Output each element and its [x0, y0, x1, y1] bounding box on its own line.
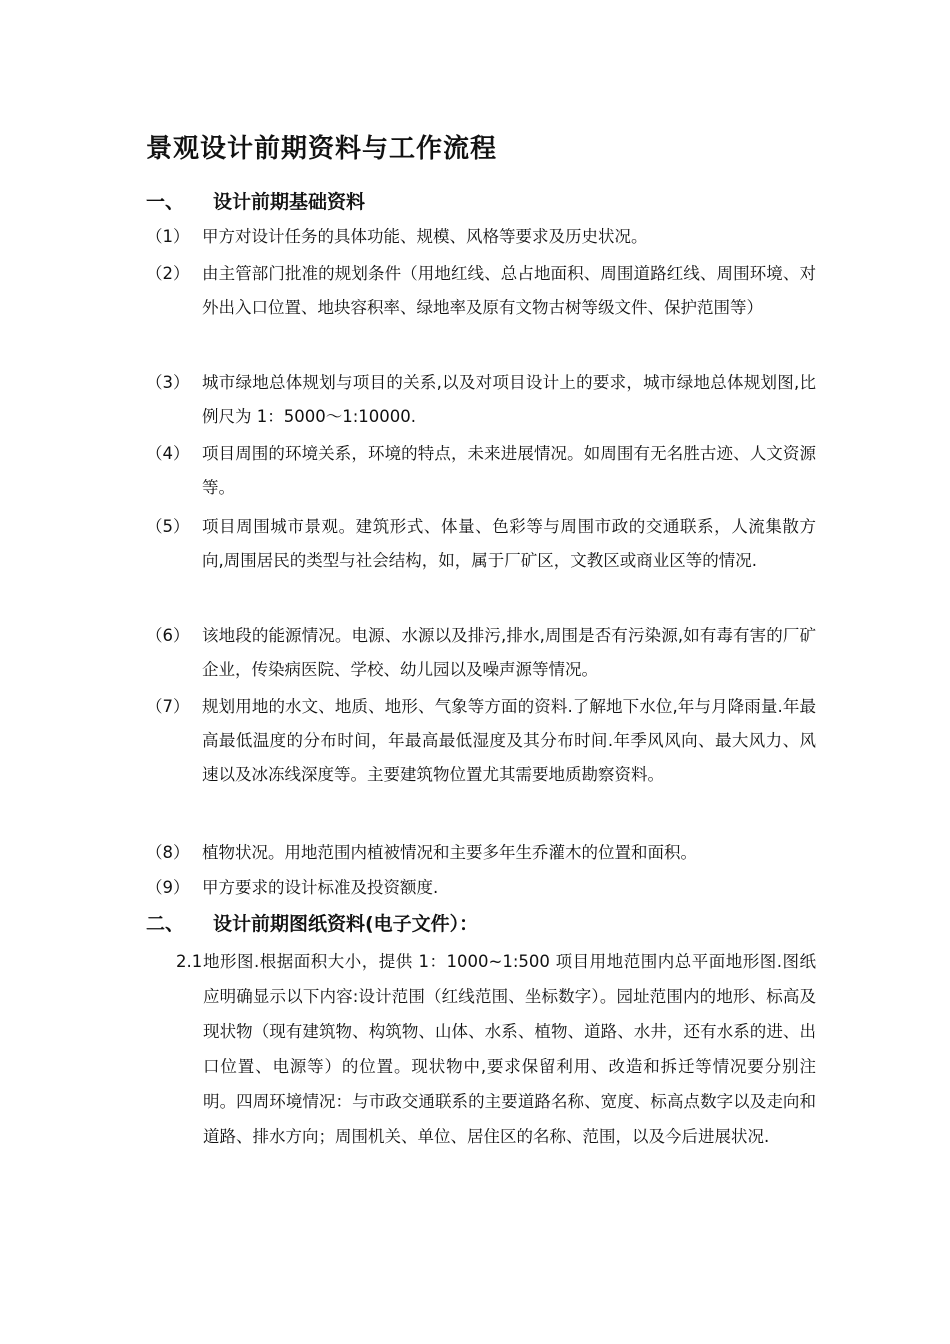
document-title: 景观设计前期资料与工作流程	[146, 134, 498, 164]
item-marker: （7）	[146, 697, 190, 716]
section-number: 一、	[146, 191, 185, 213]
list-item	[146, 220, 816, 254]
item-text: 地形图.根据面积大小，提供 1：1000~1:500 项目用地范围内总平面地形图.图纸应明确显示以下内容:设计范围（红线范围、坐标数字）。园址范围内的地形、标高及现状物（现有建筑物、构筑物、山体、水系、植物、道路、水井，还有水系的进、出口位置、电源等）的位置。现状物中,要求保留利用、改造和拆迁等情况要分别注明。四周环境情况：与市政交通联系的主要道路名称、宽度、标高点数字以及走向和道路、排水方向；周围机关、单位、居住区的名称、范围，以及今后进展状况.	[203, 952, 816, 1146]
section-heading-1	[146, 188, 365, 216]
list-item	[146, 836, 816, 870]
item-text: 甲方要求的设计标准及投资额度.	[202, 878, 439, 897]
item-text: 该地段的能源情况。电源、水源以及排污,排水,周围是否有污染源,如有毒有害的厂矿企业，传染病医院、学校、幼儿园以及噪声源等情况。	[202, 626, 816, 679]
item-marker: （1）	[146, 227, 190, 246]
item-marker: （4）	[146, 444, 190, 463]
item-marker: （5）	[146, 517, 190, 536]
list-item	[176, 944, 816, 1154]
item-marker: 2.1	[176, 952, 203, 971]
item-marker: （9）	[146, 878, 190, 897]
list-item	[146, 871, 816, 905]
section-heading-2	[146, 910, 478, 938]
section-number: 二、	[146, 913, 185, 935]
item-text: 甲方对设计任务的具体功能、规模、风格等要求及历史状况。	[202, 227, 648, 246]
list-item	[146, 437, 816, 505]
section-title: 设计前期图纸资料(电子文件）：	[213, 913, 479, 935]
item-text: 项目周围城市景观。建筑形式、体量、色彩等与周围市政的交通联系，人流集散方向,周围居民的类型与社会结构，如，属于厂矿区，文教区或商业区等的情况.	[202, 517, 816, 570]
section-title: 设计前期基础资料	[213, 191, 366, 213]
item-marker: （6）	[146, 626, 190, 645]
item-text: 植物状况。用地范围内植被情况和主要多年生乔灌木的位置和面积。	[202, 843, 697, 862]
item-marker: （3）	[146, 373, 190, 392]
list-item	[146, 257, 816, 325]
item-text: 项目周围的环境关系，环境的特点，未来进展情况。如周围有无名胜古迹、人文资源等。	[202, 444, 816, 497]
list-item	[146, 619, 816, 687]
list-item	[146, 690, 816, 792]
item-text: 城市绿地总体规划与项目的关系,以及对项目设计上的要求，城市绿地总体规划图,比例尺为 1：5000～1:10000.	[202, 373, 816, 426]
list-item	[146, 366, 816, 434]
item-marker: （2）	[146, 264, 190, 283]
list-item	[146, 510, 816, 578]
item-text: 规划用地的水文、地质、地形、气象等方面的资料.了解地下水位,年与月降雨量.年最高最低温度的分布时间，年最高最低湿度及其分布时间.年季风风向、最大风力、风速以及冰冻线深度等。主要建筑物位置尤其需要地质勘察资料。	[202, 697, 816, 784]
item-text: 由主管部门批准的规划条件（用地红线、总占地面积、周围道路红线、周围环境、对外出入口位置、地块容积率、绿地率及原有文物古树等级文件、保护范围等）	[202, 264, 816, 317]
item-marker: （8）	[146, 843, 190, 862]
